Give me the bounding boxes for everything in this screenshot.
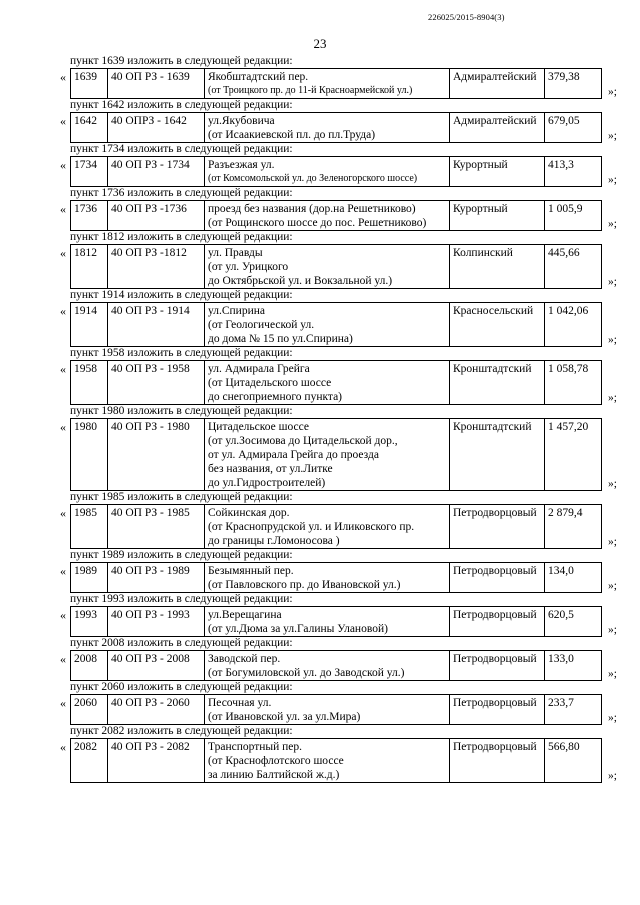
entry-row [0,606,640,637]
amendment-intro: пункт 1736 изложить в следующей редакции: [70,187,293,199]
road-table-row [70,156,602,187]
entry-row [0,244,640,289]
district: Петродворцовый [450,563,545,593]
opening-quote: « [60,420,66,434]
road-table-row [70,504,602,549]
document-number: 226025/2015-8904(3) [428,12,505,22]
district: Адмиралтейский [450,113,545,143]
amendment-intro: пункт 1914 изложить в следующей редакции: [70,289,293,301]
closing-quote: »; [608,392,617,404]
road-code: 40 ОП РЗ - 2008 [108,651,205,681]
road-table-row [70,738,602,783]
road-table-row [70,650,602,681]
entry-number: 1736 [71,201,108,231]
entry-row [0,562,640,593]
entry-number: 1958 [71,361,108,405]
entry-number: 1993 [71,607,108,637]
district: Курортный [450,157,545,187]
amendment-block [0,289,640,347]
entry-row [0,112,640,143]
amendment-intro: пункт 1639 изложить в следующей редакции: [70,55,293,67]
opening-quote: « [60,362,66,376]
road-name-detail: (от ул.Зосимова до Цитадельской дор., [208,435,398,447]
district: Петродворцовый [450,695,545,725]
entry-row [0,360,640,405]
road-name-detail: от ул. Адмирала Грейга до проезда [208,449,379,461]
closing-quote: »; [608,478,617,490]
road-code: 40 ОП РЗ - 2082 [108,739,205,783]
opening-quote: « [60,740,66,754]
entry-row [0,418,640,491]
road-name-detail: (от ул.Дюма за ул.Галины Улановой) [208,623,388,635]
amendment-block [0,549,640,593]
road-name-title: Транспортный пер. [208,741,303,753]
district: Адмиралтейский [450,69,545,99]
road-name-title: ул. Адмирала Грейга [208,363,310,375]
road-name-detail: до снегоприемного пункта) [208,391,343,403]
entry-number: 2082 [71,739,108,783]
district: Петродворцовый [450,505,545,549]
entry-number: 1989 [71,563,108,593]
road-name [205,563,450,593]
road-name [205,739,450,783]
entry-row [0,504,640,549]
district: Колпинский [450,245,545,289]
opening-quote: « [60,652,66,666]
road-code: 40 ОПРЗ - 1642 [108,113,205,143]
entry-row [0,68,640,99]
amendment-intro: пункт 1958 изложить в следующей редакции: [70,347,293,359]
road-name-title: ул.Якубовича [208,115,275,127]
road-length: 1 058,78 [545,361,602,405]
road-name [205,201,450,231]
closing-quote: »; [608,770,617,782]
closing-quote: »; [608,218,617,230]
road-code: 40 ОП РЗ -1812 [108,245,205,289]
road-name-detail: до дома № 15 по ул.Спирина) [208,333,353,345]
amendment-intro: пункт 1989 изложить в следующей редакции: [70,549,293,561]
road-name-title: проезд без названия (дор.на Решетниково) [208,203,416,215]
road-code: 40 ОП РЗ - 1980 [108,419,205,491]
road-name-detail: (от ул. Урицкого [208,261,289,273]
road-name-detail: до границы г.Ломоносова ) [208,535,340,547]
amendment-intro: пункт 1985 изложить в следующей редакции: [70,491,293,503]
road-name-title: Сойкинская дор. [208,507,290,519]
road-name [205,607,450,637]
road-name [205,69,450,99]
entry-row [0,156,640,187]
opening-quote: « [60,158,66,172]
opening-quote: « [60,114,66,128]
road-code: 40 ОП РЗ - 1734 [108,157,205,187]
road-table-row [70,694,602,725]
entry-row [0,302,640,347]
road-length: 2 879,4 [545,505,602,549]
amendment-block [0,637,640,681]
road-name-detail: (от Троицкого пр. до 11-й Красноармейской ул.) [208,85,413,96]
road-code: 40 ОП РЗ - 1989 [108,563,205,593]
road-name-title: ул.Верещагина [208,609,282,621]
road-name-detail: за линию Балтийской ж.д.) [208,769,340,781]
opening-quote: « [60,608,66,622]
page-number: 23 [313,36,327,51]
closing-quote: »; [608,580,617,592]
road-length: 379,38 [545,69,602,99]
road-table-row [70,418,602,491]
closing-quote: »; [608,668,617,680]
road-name-title: Якобштадтский пер. [208,71,309,83]
opening-quote: « [60,70,66,84]
entry-number: 1639 [71,69,108,99]
amendment-block [0,593,640,637]
entry-number: 1642 [71,113,108,143]
road-name-detail: (от Богумиловской ул. до Заводской ул.) [208,667,405,679]
amendment-block [0,187,640,231]
road-length: 233,7 [545,695,602,725]
road-length: 133,0 [545,651,602,681]
road-length: 1 042,06 [545,303,602,347]
closing-quote: »; [608,334,617,346]
opening-quote: « [60,564,66,578]
road-name-detail: (от Ивановской ул. за ул.Мира) [208,711,361,723]
entry-row [0,200,640,231]
amendment-intro: пункт 1734 изложить в следующей редакции: [70,143,293,155]
road-table-row [70,244,602,289]
opening-quote: « [60,506,66,520]
road-name-detail: (от Геологической ул. [208,319,315,331]
opening-quote: « [60,202,66,216]
entry-number: 1734 [71,157,108,187]
road-code: 40 ОП РЗ - 1993 [108,607,205,637]
road-code: 40 ОП РЗ - 1958 [108,361,205,405]
amendment-intro: пункт 1993 изложить в следующей редакции: [70,593,293,605]
amendment-block [0,405,640,491]
entry-number: 1914 [71,303,108,347]
opening-quote: « [60,696,66,710]
road-code: 40 ОП РЗ - 2060 [108,695,205,725]
road-table-row [70,68,602,99]
closing-quote: »; [608,536,617,548]
amendment-intro: пункт 2082 изложить в следующей редакции: [70,725,293,737]
closing-quote: »; [608,624,617,636]
road-table-row [70,302,602,347]
road-name-title: Цитадельское шоссе [208,421,309,433]
closing-quote: »; [608,276,617,288]
road-name-title: Разъезжая ул. [208,159,275,171]
district: Красносельский [450,303,545,347]
road-name-detail: (от Комсомольской ул. до Зеленогорского шоссе) [208,173,418,184]
road-table-row [70,360,602,405]
road-table-row [70,112,602,143]
district: Курортный [450,201,545,231]
road-name-title: ул.Спирина [208,305,266,317]
entry-number: 1812 [71,245,108,289]
amendment-block [0,99,640,143]
road-name [205,695,450,725]
entry-row [0,650,640,681]
amendments-list [0,55,640,783]
road-name [205,157,450,187]
closing-quote: »; [608,712,617,724]
amendment-block [0,491,640,549]
road-name-detail: до ул.Гидростроителей) [208,477,326,489]
road-code: 40 ОП РЗ - 1985 [108,505,205,549]
amendment-block [0,681,640,725]
road-name [205,651,450,681]
district: Петродворцовый [450,651,545,681]
amendment-intro: пункт 1642 изложить в следующей редакции: [70,99,293,111]
amendment-intro: пункт 1980 изложить в следующей редакции: [70,405,293,417]
road-name-detail: (от Краснопрудской ул. и Иликовского пр. [208,521,415,533]
road-length: 134,0 [545,563,602,593]
road-name [205,361,450,405]
road-length: 620,5 [545,607,602,637]
road-name [205,505,450,549]
road-code: 40 ОП РЗ - 1914 [108,303,205,347]
road-name-detail: до Октябрьской ул. и Вокзальной ул.) [208,275,393,287]
entry-number: 2060 [71,695,108,725]
road-name [205,419,450,491]
entry-row [0,694,640,725]
road-name-detail: без названия, от ул.Литке [208,463,333,475]
amendment-block [0,231,640,289]
road-name-detail: (от Рощинского шоссе до пос. Решетниково) [208,217,427,229]
district: Кронштадтский [450,419,545,491]
district: Петродворцовый [450,607,545,637]
amendment-block [0,347,640,405]
amendment-block [0,143,640,187]
road-table-row [70,200,602,231]
road-length: 445,66 [545,245,602,289]
road-table-row [70,562,602,593]
closing-quote: »; [608,130,617,142]
amendment-intro: пункт 2008 изложить в следующей редакции: [70,637,293,649]
road-code: 40 ОП РЗ - 1639 [108,69,205,99]
entry-row [0,738,640,783]
road-name-title: Песочная ул. [208,697,272,709]
opening-quote: « [60,304,66,318]
closing-quote: »; [608,86,617,98]
entry-number: 1985 [71,505,108,549]
road-table-row [70,606,602,637]
amendment-intro: пункт 2060 изложить в следующей редакции: [70,681,293,693]
road-name-detail: (от Краснофлотского шоссе [208,755,344,767]
road-name-title: ул. Правды [208,247,263,259]
district: Петродворцовый [450,739,545,783]
road-name [205,113,450,143]
road-name-title: Безымянный пер. [208,565,294,577]
road-length: 1 457,20 [545,419,602,491]
entry-number: 2008 [71,651,108,681]
road-name-title: Заводской пер. [208,653,281,665]
entry-number: 1980 [71,419,108,491]
closing-quote: »; [608,174,617,186]
road-name [205,245,450,289]
road-name-detail: (от Исаакиевской пл. до пл.Труда) [208,129,376,141]
road-name-detail: (от Цитадельского шоссе [208,377,332,389]
road-name [205,303,450,347]
amendment-block [0,55,640,99]
road-code: 40 ОП РЗ -1736 [108,201,205,231]
opening-quote: « [60,246,66,260]
road-length: 413,3 [545,157,602,187]
road-length: 1 005,9 [545,201,602,231]
road-length: 679,05 [545,113,602,143]
road-name-detail: (от Павловского пр. до Ивановской ул.) [208,579,401,591]
amendment-intro: пункт 1812 изложить в следующей редакции: [70,231,293,243]
amendment-block [0,725,640,783]
district: Кронштадтский [450,361,545,405]
road-length: 566,80 [545,739,602,783]
